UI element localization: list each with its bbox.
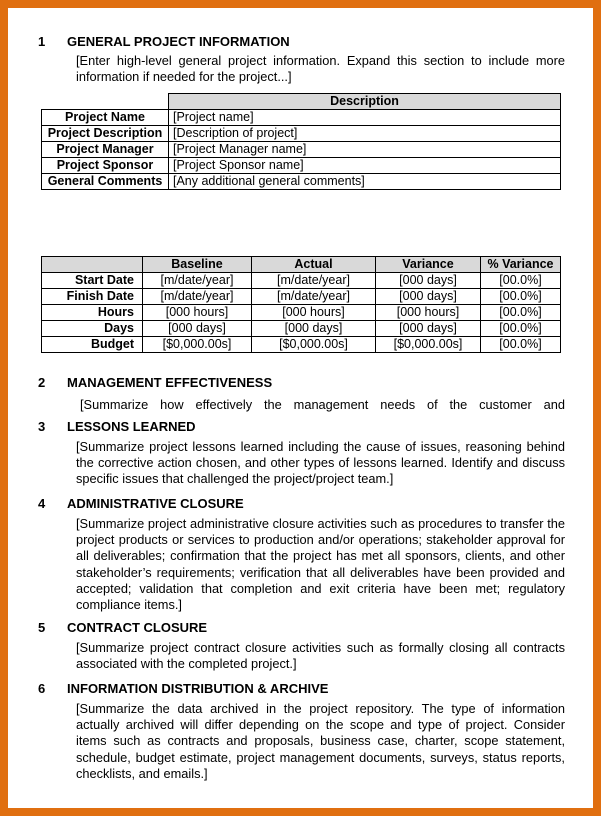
table-row: Baseline Actual Variance % Variance xyxy=(42,257,561,273)
table-row: Hours [000 hours] [000 hours] [000 hours] [00.0%] xyxy=(42,305,561,321)
section-5-text: [Summarize project contract closure activities such as formally closing all contracts associated with the completed project.] xyxy=(76,640,565,672)
table-row: Days [000 days] [000 days] [000 days] [00.0%] xyxy=(42,321,561,337)
table-row: Project Description [Description of project] xyxy=(42,126,561,142)
table-row: Project Sponsor [Project Sponsor name] xyxy=(42,158,561,174)
section-4-text: [Summarize project administrative closure activities such as procedures to transfer the project products or services to production and/or operations; stakeholder approval for all deliverables; confirmation that the project has met all sponsors, clients, and other stakeholder’s requirements; verification that all deliverables have been provided and accepted; validation that completion and exit criteria have been met; regulatory compliance items.] xyxy=(76,516,565,613)
table-row: General Comments [Any additional general comments] xyxy=(42,174,561,190)
section-6-text: [Summarize the data archived in the project repository. The type of information actually archived will differ depending on the scope and type of project. Consider items such as contracts and proposals, business case, charter, scope statement, schedule, budget estimate, project management documents, surveys, status reports, checklists, and emails.] xyxy=(76,701,565,781)
table-row: Finish Date [m/date/year] [m/date/year] [000 days] [00.0%] xyxy=(42,289,561,305)
table-row: Start Date [m/date/year] [m/date/year] [000 days] [00.0%] xyxy=(42,273,561,289)
section-heading-1: 1 GENERAL PROJECT INFORMATION xyxy=(38,34,290,49)
project-info-table xyxy=(41,93,561,190)
section-1-text: [Enter high-level general project information. Expand this section to include more information if needed for the project...] xyxy=(76,53,565,85)
section-heading-5: 5 CONTRACT CLOSURE xyxy=(38,620,208,635)
section-heading-3: 3 LESSONS LEARNED xyxy=(38,419,196,434)
description-header: Description xyxy=(169,94,561,110)
table-row: Project Manager [Project Manager name] xyxy=(42,142,561,158)
section-2-text: [Summarize how effectively the management needs of the customer and xyxy=(80,397,565,412)
document-page xyxy=(8,8,593,808)
table-row xyxy=(42,94,561,110)
variance-table xyxy=(41,256,561,353)
table-row: Budget [$0,000.00s] [$0,000.00s] [$0,000.00s] [00.0%] xyxy=(42,337,561,353)
section-heading-4: 4 ADMINISTRATIVE CLOSURE xyxy=(38,496,244,511)
section-heading-2: 2 MANAGEMENT EFFECTIVENESS xyxy=(38,375,273,390)
section-3-text: [Summarize project lessons learned including the cause of issues, reasoning behind the corrective action chosen, and other types of lessons learned. Identify and discuss specific issues that challenged the project/project team.] xyxy=(76,439,565,487)
section-heading-6: 6 INFORMATION DISTRIBUTION & ARCHIVE xyxy=(38,681,329,696)
table-row: Project Name [Project name] xyxy=(42,110,561,126)
